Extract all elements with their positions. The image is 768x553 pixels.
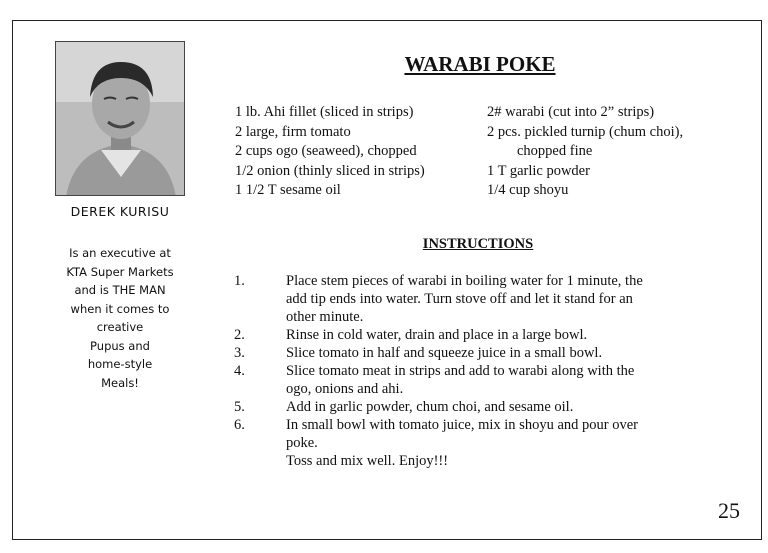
step-line: In small bowl with tomato juice, mix in shoyu and pour over	[286, 417, 638, 433]
ingredients-left-column	[235, 103, 475, 201]
bio-line: when it comes to	[70, 301, 170, 316]
instruction-step	[234, 416, 714, 470]
bio-line: Meals!	[101, 375, 139, 390]
bio-line: creative	[96, 320, 144, 334]
portrait-image	[56, 42, 185, 196]
ingredient-item: 1/4 cup shoyu	[487, 182, 569, 198]
step-line: Toss and mix well. Enjoy!!!	[286, 453, 449, 469]
step-line: Add in garlic powder, chum choi, and sesame oil.	[286, 399, 574, 415]
step-text	[286, 344, 714, 362]
step-text	[286, 362, 714, 398]
bio-line: home-style	[87, 357, 153, 371]
step-line: Slice tomato meat in strips and add to warabi along with the	[286, 363, 635, 379]
recipe-title: WARABI POKE	[404, 52, 556, 76]
instruction-step	[234, 272, 714, 326]
step-line: add tip ends into water. Turn stove off and let it stand for an	[286, 291, 633, 307]
ingredient-item: 2 large, firm tomato	[235, 123, 351, 140]
step-number: 6.	[234, 417, 245, 433]
step-line: Slice tomato in half and squeeze juice in a small bowl.	[286, 345, 603, 361]
ingredients-right-column	[487, 103, 737, 201]
ingredient-item: 2# warabi (cut into 2” strips)	[487, 104, 655, 120]
page-number: 25	[718, 498, 740, 523]
instructions-list	[234, 272, 714, 470]
step-line: other minute.	[286, 309, 364, 325]
ingredient-item: 2 pcs. pickled turnip (chum choi),	[487, 123, 684, 140]
step-line: ogo, onions and ahi.	[286, 381, 404, 397]
ingredient-item-continuation: chopped fine	[517, 143, 593, 159]
ingredient-item: 1 1/2 T sesame oil	[235, 182, 341, 198]
step-text	[286, 416, 714, 470]
instruction-step	[234, 326, 714, 344]
bio-line: Is an executive at	[69, 246, 171, 260]
author-bio	[38, 244, 202, 392]
ingredient-item: 1 T garlic powder	[487, 162, 590, 179]
step-text	[286, 272, 714, 326]
step-number: 1.	[234, 273, 245, 289]
instruction-step	[234, 344, 714, 362]
step-number: 2.	[234, 327, 245, 343]
ingredient-item: 1/2 onion (thinly sliced in strips)	[235, 162, 425, 179]
step-text	[286, 326, 714, 344]
step-line: Rinse in cold water, drain and place in a large bowl.	[286, 327, 588, 343]
step-number: 3.	[234, 345, 245, 361]
instruction-step	[234, 398, 714, 416]
step-number: 5.	[234, 399, 245, 415]
author-name: DEREK KURISU	[70, 204, 170, 219]
step-text	[286, 398, 714, 416]
instructions-heading: INSTRUCTIONS	[422, 236, 534, 252]
instruction-step	[234, 362, 714, 398]
bio-line: KTA Super Markets	[66, 264, 174, 279]
step-number: 4.	[234, 363, 245, 379]
step-line: poke.	[286, 435, 318, 451]
ingredient-item: 1 lb. Ahi fillet (sliced in strips)	[235, 104, 414, 120]
ingredient-item: 2 cups ogo (seaweed), chopped	[235, 143, 417, 159]
bio-line: and is THE MAN	[74, 283, 166, 297]
bio-line: Pupus and	[90, 338, 150, 353]
step-line: Place stem pieces of warabi in boiling water for 1 minute, the	[286, 273, 643, 289]
author-photo	[55, 41, 185, 196]
